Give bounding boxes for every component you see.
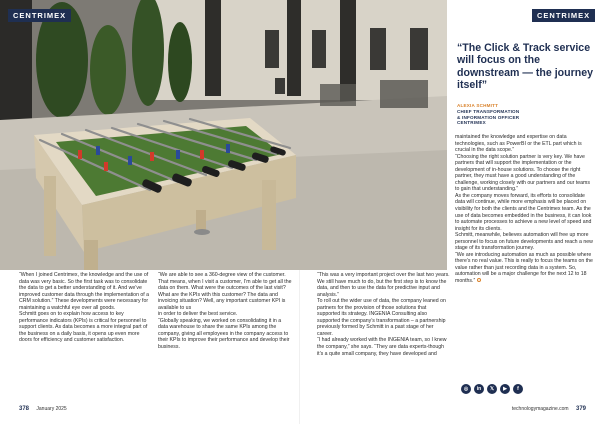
paragraph: Schmitt, meanwhile, believes automation will free up more personnel to focus on future developments and reach a new stage of its transformation journey. (455, 232, 593, 252)
author-role-line-1: CHIEF TRANSFORMATION (457, 108, 520, 114)
body-column-2 (158, 272, 292, 351)
paragraph: “We are able to see a 360-degree view of the customer. That means, when I visit a customer, I’m able to get all the data on them. What were the outcomes of the last visit? What are the KPIs with this customer? The data and invoicing situation? Well, any important customer KPI is available to us (158, 272, 292, 311)
paragraph: Schmitt goes on to explain how access to key performance indicators (KPIs) is critical for personnel to support clients. As data becomes a more integral part of the business on a daily basis, it opens up even more doors for efficiency and customer satisfaction. (19, 311, 148, 344)
instagram-icon[interactable]: ◎ (461, 384, 471, 394)
paragraph: “When I joined Centrimex, the knowledge and the use of data was very basic. So the first task was to consolidate the data to get a better understanding of it. And we’ve improved customer data through the implementation of a CRM solution.” These developments were necessary for maintaining a watchful eye over all goods. (19, 272, 150, 311)
youtube-icon[interactable]: ▶ (500, 384, 510, 394)
body-column-4 (455, 134, 593, 285)
footer-left (19, 406, 67, 412)
paragraph: “Globally speaking, we worked on consolidating it in a data warehouse to share the same KPIs among the company, giving all employees in the company access to their KPIs to improve their performance and develop their business. (158, 317, 290, 351)
page-number-right: 379 (575, 406, 586, 412)
body-column-3 (317, 272, 450, 357)
paragraph: maintained the knowledge and expertise on data technologies, such as PowerBI or the ETL part which is crucial in the data scope.” (455, 134, 582, 154)
paragraph: “This was a very important project over the last two years. We still have much to do, but the first step is to know the data, and then to use the data for predictive input and analysis.” (317, 272, 450, 298)
page-number-left: 378 (19, 406, 30, 412)
paragraph-final (455, 252, 593, 285)
paragraph: As the company moves forward, its efforts to consolidate data will continue, while more emphasis will be placed on visibility for both the clients and the Centrimex team. As the use of data becomes embedded in the business, it can look to automate processes to achieve a new level of speed and insight for its clients. (455, 192, 592, 232)
paragraph: “I had already worked with the INGENIA team, so I knew the company,” she says. “They are data experts-though it’s a quite small company, they have developed and (317, 337, 447, 357)
paragraph: To roll out the wider use of data, the company leaned on partners for the provision of those solutions that supported its strategy. INGENIA Consulting also supported the company’s transformation – a partnership previously formed by Schmitt in a past stage of her career. (317, 298, 446, 337)
x-twitter-icon[interactable]: 𝕏 (487, 384, 497, 394)
paragraph: “Choosing the right solution partner is very key. We have partners that will support the implementation or the development of in-house solutions. To choose the right partner, they must have a good understanding of the challenge, working closely with our partners and our teams to gain that understanding.” (455, 153, 590, 193)
author-role-line-2: & INFORMATION OFFICER (457, 114, 520, 120)
brand-tag-left: CENTRIMEX (8, 9, 71, 22)
hero-photo (0, 0, 447, 270)
social-links (461, 384, 523, 394)
end-mark-icon (477, 278, 481, 282)
facebook-icon[interactable]: f (513, 384, 523, 394)
author-name: ALEXIA SCHMITT (457, 103, 499, 108)
paragraph-final-text: “We are introducing automation as much as possible where there’s no real value. This is really to focus the teams on the value rather than just recording data in a system. So, automation will be a major challenge for the next 12 to 18 months.” (455, 251, 593, 285)
footer-right (512, 406, 586, 412)
quote-attribution (457, 103, 597, 126)
pull-quote: “The Click & Track service will focus on the downstream — the journey itself” (457, 42, 593, 92)
paragraph: in order to deliver the best service. (158, 311, 238, 318)
issue-date: January 2025 (36, 406, 67, 412)
brand-tag-right: CENTRIMEX (532, 9, 595, 22)
foosball-table-illustration (0, 0, 447, 270)
site-url: technologymagazine.com (511, 406, 569, 412)
author-company: CENTRIMEX (457, 120, 486, 126)
page-gutter (299, 270, 300, 424)
body-column-1 (19, 272, 152, 344)
linkedin-icon[interactable]: in (474, 384, 484, 394)
